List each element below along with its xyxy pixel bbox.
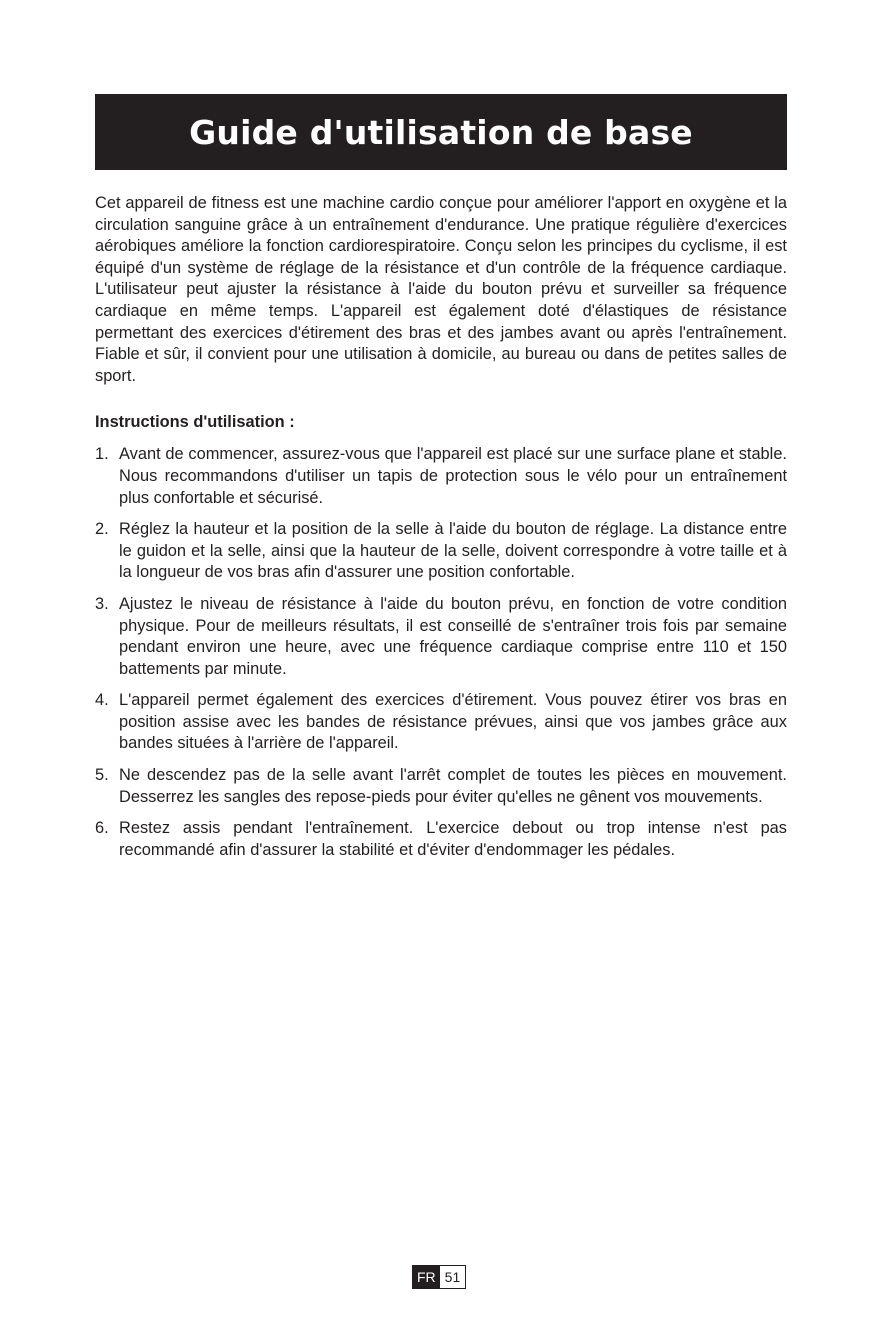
list-item-text: Ajustez le niveau de résistance à l'aide du bouton prévu, en fonction de votre condition physique. Pour de meilleurs résultats, il est conseillé de s'entraîner trois fois par semaine pendant environ une heure, avec une fréquence cardiaque comprise entre 110 et 150 battements par minute.	[119, 594, 787, 678]
page-content	[95, 193, 787, 871]
list-item	[95, 690, 787, 755]
title-banner	[95, 94, 787, 170]
intro-paragraph: Cet appareil de fitness est une machine cardio conçue pour améliorer l'apport en oxygène et la circulation sanguine grâce à un entraînement d'endurance. Une pratique régulière d'exercices aérobiques améliore la fonction cardiorespiratoire. Conçu selon les principes du cyclisme, il est équipé d'un système de réglage de la résistance et d'un contrôle de la fréquence cardiaque. L'utilisateur peut ajuster la résistance à l'aide du bouton prévu et surveiller sa fréquence cardiaque en même temps. L'appareil est également doté d'élastiques de résistance permettant des exercices d'étirement des bras et des jambes avant ou après l'entraînement. Fiable et sûr, il convient pour une utilisation à domicile, au bureau ou dans de petites salles de sport.	[95, 194, 787, 385]
list-item-text: L'appareil permet également des exercices d'étirement. Vous pouvez étirer vos bras en position assise avec les bandes de résistance prévues, ainsi que vos jambes grâce aux bandes situées à l'arrière de l'appareil.	[119, 691, 787, 753]
list-item-text: Restez assis pendant l'entraînement. L'exercice debout ou trop intense n'est pas recommandé afin d'assurer la stabilité et d'éviter d'endommager les pédales.	[119, 819, 787, 859]
language-code: FR	[413, 1266, 440, 1288]
list-item-text: Avant de commencer, assurez-vous que l'appareil est placé sur une surface plane et stable. Nous recommandons d'utiliser un tapis de protection sous le vélo pour un entraînement plus confortable et sécurisé.	[119, 445, 787, 507]
list-item-number: 4.	[95, 691, 109, 710]
list-item-number: 6.	[95, 819, 109, 838]
page-number-badge	[412, 1265, 466, 1289]
list-item-text: Ne descendez pas de la selle avant l'arrêt complet de toutes les pièces en mouvement. Desserrez les sangles des repose-pieds pour éviter qu'elles ne gênent vos mouvements.	[119, 766, 787, 806]
page-title: Guide d'utilisation de base	[189, 112, 693, 152]
list-item	[95, 765, 787, 808]
list-item-number: 1.	[95, 445, 109, 464]
instructions-list	[95, 444, 787, 861]
list-item	[95, 444, 787, 509]
instructions-heading: Instructions d'utilisation :	[95, 413, 295, 432]
list-item-number: 5.	[95, 766, 109, 785]
list-item	[95, 594, 787, 680]
page-number: 51	[440, 1266, 466, 1288]
list-item-number: 3.	[95, 594, 109, 613]
list-item	[95, 818, 787, 861]
list-item-number: 2.	[95, 520, 109, 539]
list-item-text: Réglez la hauteur et la position de la selle à l'aide du bouton de réglage. La distance entre le guidon et la selle, ainsi que la hauteur de la selle, doivent correspondre à votre taille et à la longueur de vos bras afin d'assurer une position confortable.	[119, 520, 787, 582]
list-item	[95, 519, 787, 584]
